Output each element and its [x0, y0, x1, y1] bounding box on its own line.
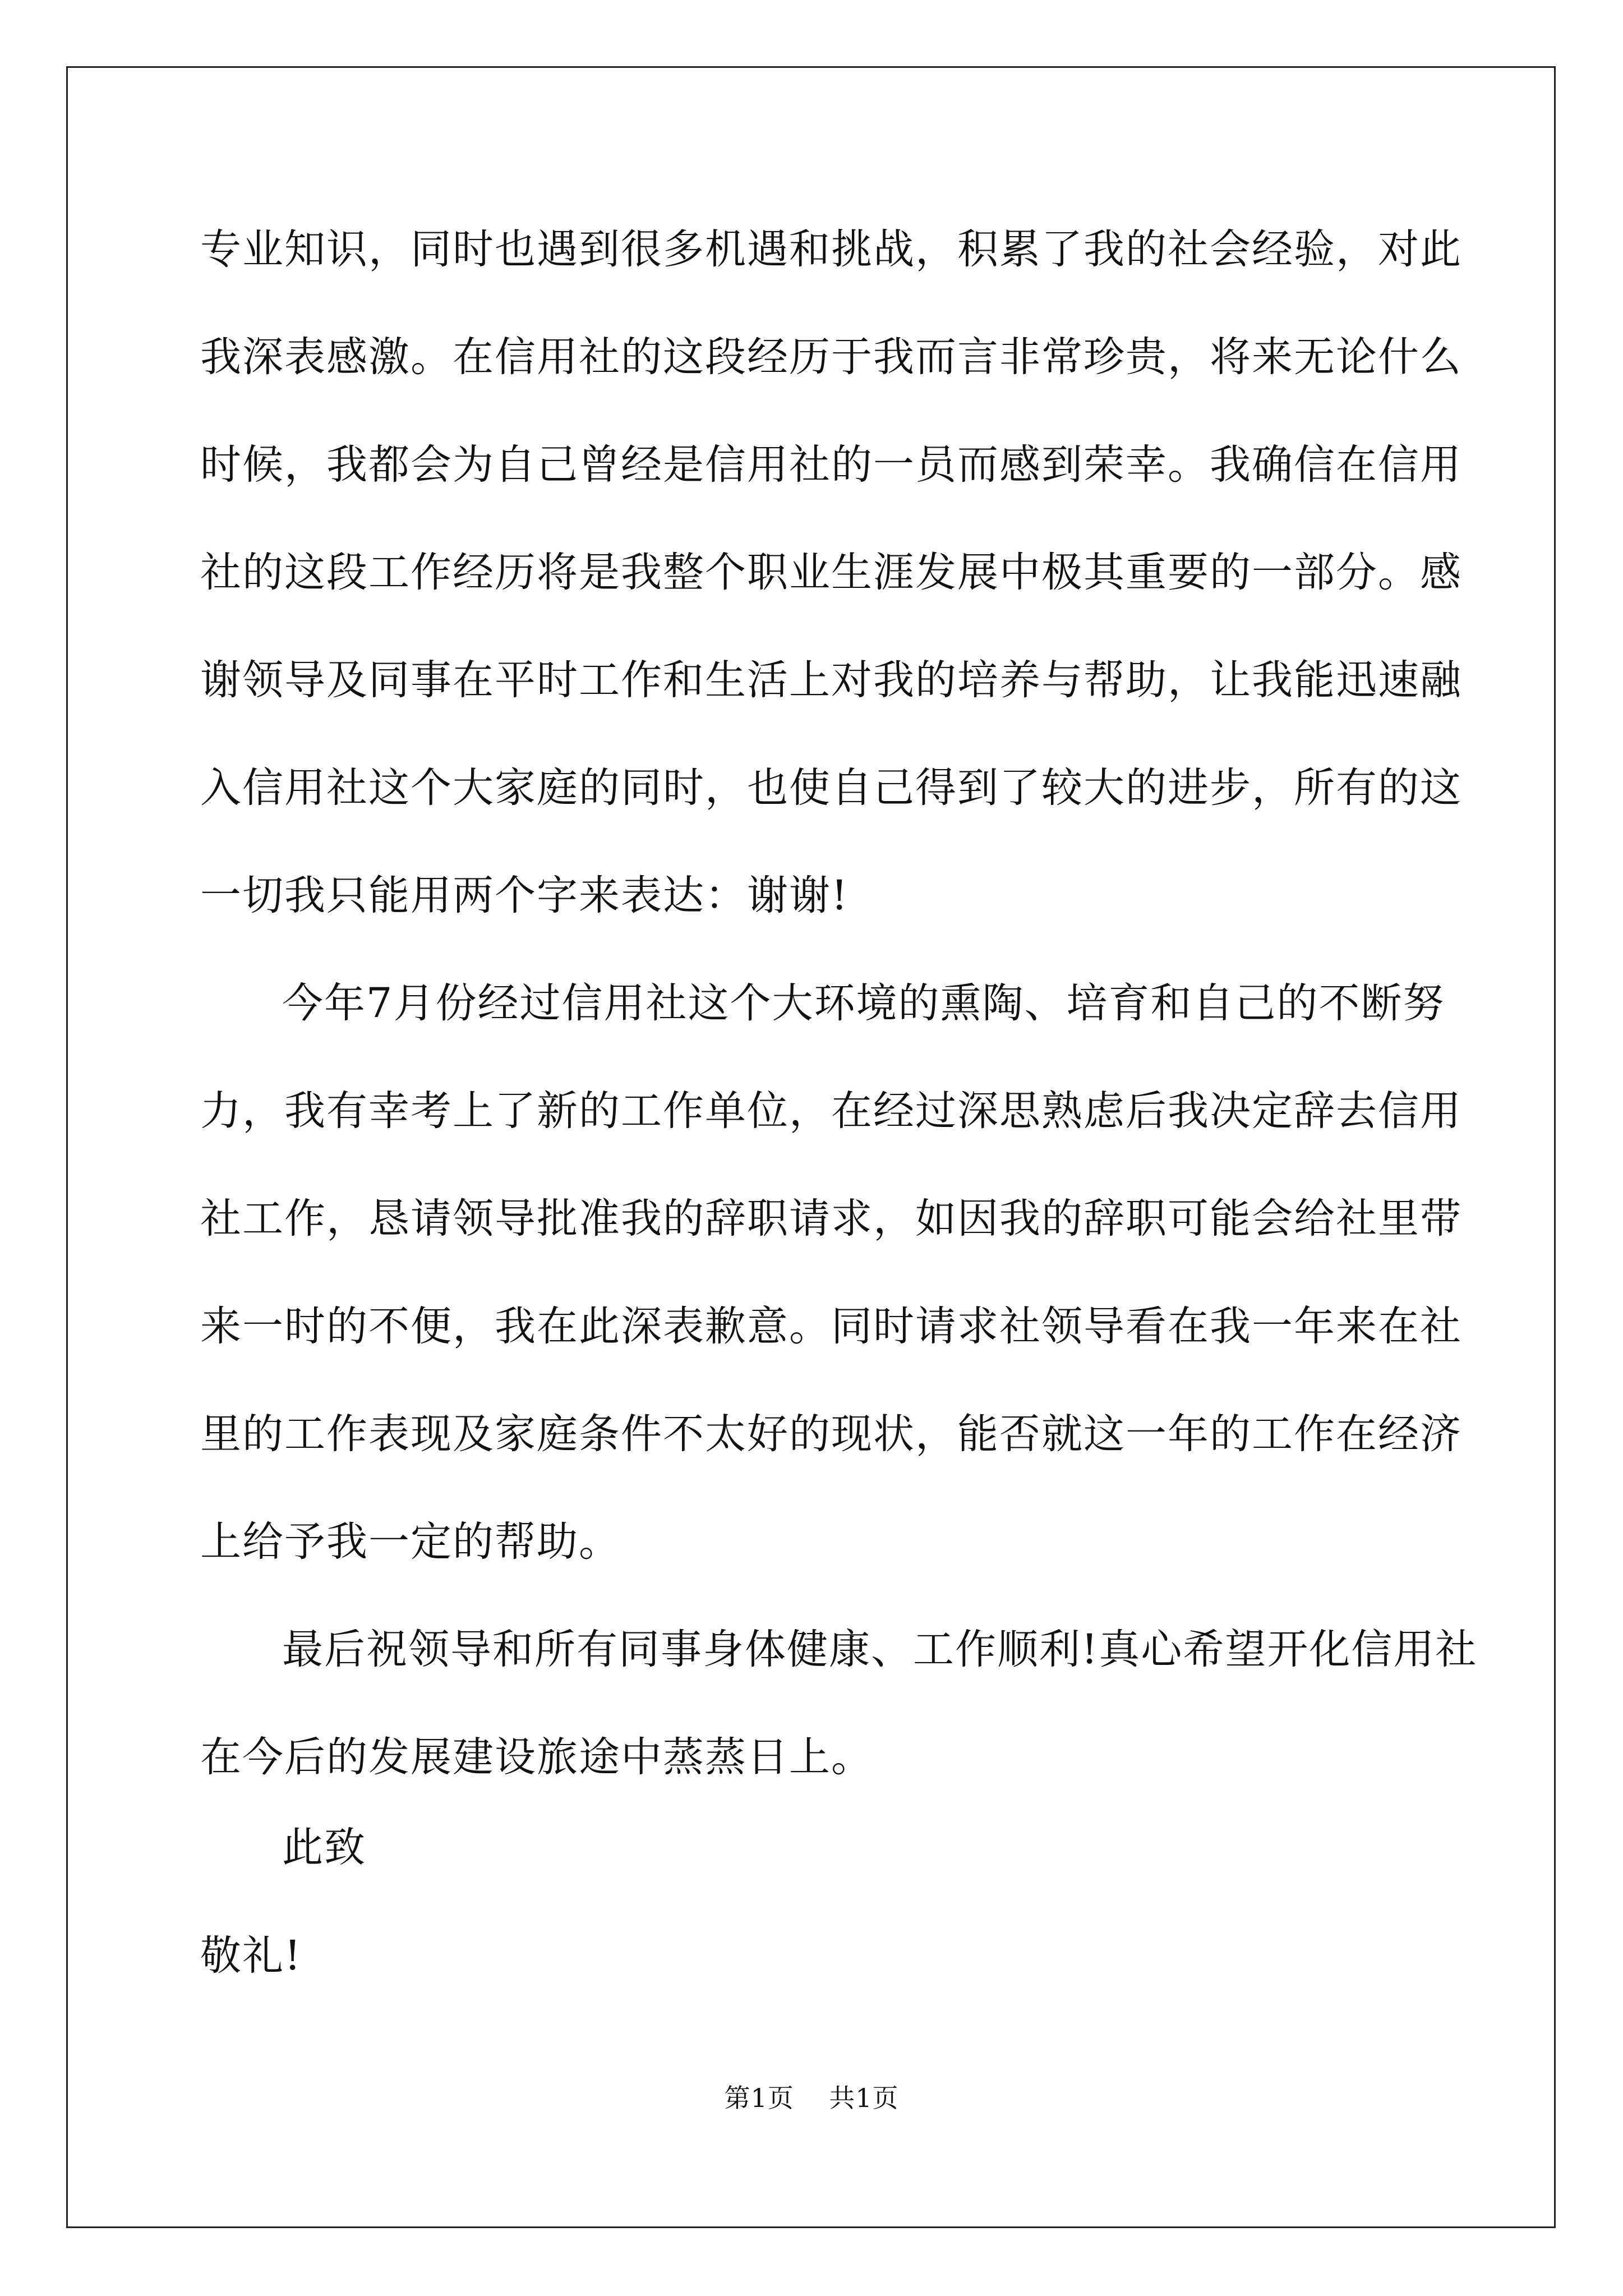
- page-number-total: 共1页: [829, 2083, 899, 2113]
- body-line: 在今后的发展建设旅途中蒸蒸日上。: [200, 1733, 873, 1781]
- body-line: 上给予我一定的帮助。: [200, 1518, 621, 1566]
- page-footer: [0, 2081, 1623, 2115]
- salutation-text: 敬礼!: [200, 1932, 302, 1980]
- body-line: 社的这段工作经历将是我整个职业生涯发展中极其重要的一部分。感: [200, 549, 1462, 596]
- body-line: 我深表感激。在信用社的这段经历于我而言非常珍贵，将来无论什么: [200, 333, 1462, 381]
- body-line: 社工作，恳请领导批准我的辞职请求，如因我的辞职可能会给社里带: [200, 1195, 1462, 1243]
- page-number-current: 第1页: [724, 2083, 794, 2113]
- body-line: 里的工作表现及家庭条件不太好的现状，能否就这一年的工作在经济: [200, 1410, 1462, 1458]
- body-line: 今年7月份经过信用社这个大环境的熏陶、培育和自己的不断努: [282, 979, 1445, 1027]
- body-line: 来一时的不便，我在此深表歉意。同时请求社领导看在我一年来在社: [200, 1303, 1462, 1350]
- body-line: 专业知识，同时也遇到很多机遇和挑战，积累了我的社会经验，对此: [200, 226, 1462, 273]
- body-line: 一切我只能用两个字来表达：谢谢!: [200, 872, 849, 919]
- body-line: 谢领导及同事在平时工作和生活上对我的培养与帮助，让我能迅速融: [200, 656, 1462, 704]
- body-line: 时候，我都会为自己曾经是信用社的一员而感到荣幸。我确信在信用: [200, 441, 1462, 489]
- body-line: 力，我有幸考上了新的工作单位，在经过深思熟虑后我决定辞去信用: [200, 1087, 1462, 1135]
- body-line: 最后祝领导和所有同事身体健康、工作顺利!真心希望开化信用社: [282, 1626, 1478, 1673]
- page-frame: [66, 66, 1556, 2228]
- closing-text: 此致: [282, 1824, 366, 1871]
- body-line: 入信用社这个大家庭的同时，也使自己得到了较大的进步，所有的这: [200, 764, 1462, 812]
